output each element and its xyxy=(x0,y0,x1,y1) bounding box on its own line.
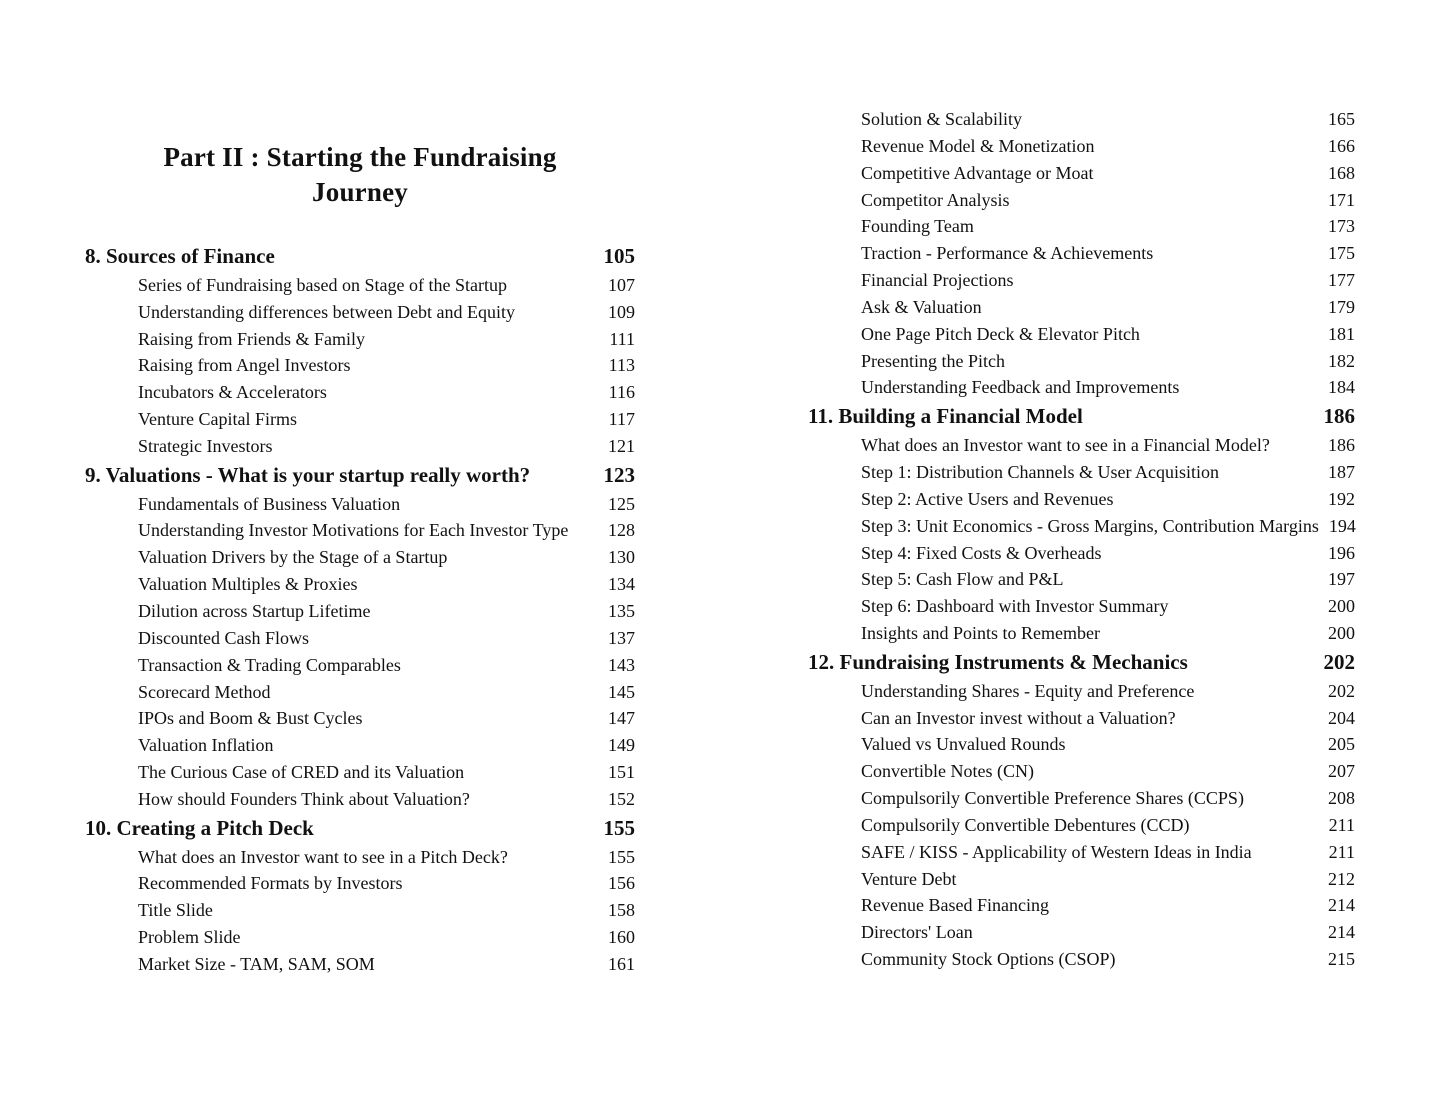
toc-entry-row xyxy=(85,679,635,706)
toc-entry-row xyxy=(808,785,1355,812)
toc-page-number: 105 xyxy=(603,244,635,268)
toc-page-number: 143 xyxy=(608,654,635,675)
toc-entry-row xyxy=(808,839,1355,866)
toc-entry-title: Discounted Cash Flows xyxy=(138,627,309,648)
toc-entry-title: Directors' Loan xyxy=(861,922,973,943)
toc-page-number: 128 xyxy=(608,520,635,541)
toc-entry-title: Step 6: Dashboard with Investor Summary xyxy=(861,596,1169,617)
toc-entry-title: Founding Team xyxy=(861,216,974,237)
toc-page-number: 207 xyxy=(1328,761,1355,782)
toc-page-number: 145 xyxy=(608,681,635,702)
toc-page-number: 173 xyxy=(1328,216,1355,237)
toc-entry-title: Competitive Advantage or Moat xyxy=(861,162,1094,183)
toc-entry-row xyxy=(808,946,1355,973)
toc-page-number: 161 xyxy=(608,953,635,974)
toc-entry-row xyxy=(808,513,1355,540)
toc-entry-title: Compulsorily Convertible Debentures (CCD) xyxy=(861,814,1190,835)
toc-page-number: 179 xyxy=(1328,296,1355,317)
toc-entry-row xyxy=(85,732,635,759)
toc-page-number: 165 xyxy=(1328,109,1355,129)
toc-entry-row xyxy=(808,348,1355,375)
toc-entry-row xyxy=(808,133,1355,160)
toc-entry-row xyxy=(85,299,635,326)
toc-entry-row xyxy=(808,294,1355,321)
toc-entry-row xyxy=(808,892,1355,919)
toc-entry-title: Valuation Multiples & Proxies xyxy=(138,574,358,595)
toc-right-column xyxy=(808,106,1355,973)
toc-page-number: 192 xyxy=(1328,488,1355,509)
toc-entry-row xyxy=(85,897,635,924)
toc-page-number: 205 xyxy=(1328,734,1355,755)
toc-entry-title: Venture Debt xyxy=(861,868,957,889)
toc-page-number: 111 xyxy=(609,328,635,349)
toc-page-number: 147 xyxy=(608,708,635,729)
toc-entry-title: How should Founders Think about Valuation? xyxy=(138,788,470,809)
toc-section-row xyxy=(808,649,1355,676)
toc-entry-row xyxy=(85,598,635,625)
toc-entry-title: Series of Fundraising based on Stage of the Startup xyxy=(138,274,507,295)
toc-entry-row xyxy=(85,759,635,786)
toc-entry-title: Valuation Drivers by the Stage of a Startup xyxy=(138,547,448,568)
toc-entry-row xyxy=(85,705,635,732)
toc-page-number: 215 xyxy=(1328,949,1355,970)
part-title-line1: Part II : Starting the Fundraising xyxy=(163,142,557,172)
toc-entry-title: IPOs and Boom & Bust Cycles xyxy=(138,708,363,729)
toc-entry-title: Revenue Model & Monetization xyxy=(861,135,1095,156)
toc-entry-title: Compulsorily Convertible Preference Shares (CCPS) xyxy=(861,788,1244,809)
toc-page-number: 151 xyxy=(608,762,635,783)
toc-entry-title: What does an Investor want to see in a Financial Model? xyxy=(861,435,1270,456)
toc-entry-title: Insights and Points to Remember xyxy=(861,623,1100,644)
toc-entry-row xyxy=(808,187,1355,214)
toc-page-number: 197 xyxy=(1328,569,1355,590)
toc-entry-row xyxy=(85,491,635,518)
toc-page-number: 204 xyxy=(1328,707,1355,728)
toc-entry-row xyxy=(808,240,1355,267)
toc-entry-title: Understanding Feedback and Improvements xyxy=(861,377,1180,398)
toc-entry-row xyxy=(85,951,635,978)
toc-page-number: 186 xyxy=(1323,404,1355,429)
toc-entry-title: Valued vs Unvalued Rounds xyxy=(861,734,1066,755)
toc-section-title: 9. Valuations - What is your startup really worth? xyxy=(85,462,531,487)
toc-entry-row xyxy=(808,678,1355,705)
toc-page-number: 152 xyxy=(608,788,635,809)
toc-section-title: 11. Building a Financial Model xyxy=(808,404,1083,429)
toc-page-number: 177 xyxy=(1328,270,1355,291)
toc-entry-title: Understanding differences between Debt and Equity xyxy=(138,301,516,322)
toc-entry-row xyxy=(808,486,1355,513)
toc-entry-title: Step 5: Cash Flow and P&L xyxy=(861,569,1064,590)
toc-entry-title: Market Size - TAM, SAM, SOM xyxy=(138,953,375,974)
toc-page-number: 175 xyxy=(1328,243,1355,264)
toc-page-number: 182 xyxy=(1328,350,1355,371)
toc-entry-row xyxy=(85,272,635,299)
toc-page-number: 107 xyxy=(608,274,635,295)
toc-page-number: 125 xyxy=(608,493,635,514)
toc-entry-row xyxy=(85,326,635,353)
toc-entry-title: Step 1: Distribution Channels & User Acquisition xyxy=(861,461,1219,482)
toc-entry-row xyxy=(808,705,1355,732)
toc-entry-row xyxy=(85,870,635,897)
toc-entry-row xyxy=(808,321,1355,348)
toc-page-number: 214 xyxy=(1328,895,1355,916)
toc-entry-row xyxy=(85,652,635,679)
toc-entry-title: Revenue Based Financing xyxy=(861,895,1049,916)
toc-entry-title: Competitor Analysis xyxy=(861,189,1010,210)
toc-section-row xyxy=(85,243,635,270)
toc-page-number: 156 xyxy=(608,873,635,894)
toc-entry-title: Presenting the Pitch xyxy=(861,350,1005,371)
toc-entry-row xyxy=(808,812,1355,839)
toc-page-number: 158 xyxy=(608,900,635,921)
toc-entry-row xyxy=(808,267,1355,294)
toc-entry-title: What does an Investor want to see in a Pitch Deck? xyxy=(138,846,508,867)
toc-entry-row xyxy=(85,433,635,460)
toc-page-number: 130 xyxy=(608,547,635,568)
toc-page-number: 200 xyxy=(1328,596,1355,617)
toc-entry-title: Step 4: Fixed Costs & Overheads xyxy=(861,542,1102,563)
toc-section-row xyxy=(85,462,635,489)
toc-page-number: 123 xyxy=(603,462,635,487)
toc-entry-row xyxy=(808,106,1355,133)
toc-page-number: 134 xyxy=(608,574,635,595)
toc-entry-row xyxy=(808,160,1355,187)
toc-entry-title: Valuation Inflation xyxy=(138,735,274,756)
toc-entry-title: Strategic Investors xyxy=(138,435,273,456)
toc-entry-title: Fundamentals of Business Valuation xyxy=(138,493,401,514)
toc-page-number: 160 xyxy=(608,927,635,948)
toc-section-title: 12. Fundraising Instruments & Mechanics xyxy=(808,649,1188,674)
toc-section-row xyxy=(808,403,1355,430)
toc-entry-title: Scorecard Method xyxy=(138,681,271,702)
toc-page-number: 116 xyxy=(608,382,635,403)
toc-entry-row xyxy=(808,866,1355,893)
toc-entry-row xyxy=(85,544,635,571)
toc-entry-title: Ask & Valuation xyxy=(861,296,982,317)
toc-entry-title: Venture Capital Firms xyxy=(138,409,297,430)
toc-section-title: 10. Creating a Pitch Deck xyxy=(85,815,314,840)
toc-entry-title: Can an Investor invest without a Valuation? xyxy=(861,707,1176,728)
toc-page-number: 117 xyxy=(608,409,635,430)
toc-page-number: 113 xyxy=(608,355,635,376)
toc-page-number: 149 xyxy=(608,735,635,756)
toc-page-number: 202 xyxy=(1328,680,1355,701)
toc-page-number: 211 xyxy=(1328,841,1355,862)
toc-page-number: 214 xyxy=(1328,922,1355,943)
toc-entry-title: Incubators & Accelerators xyxy=(138,382,327,403)
toc-page-number: 137 xyxy=(608,627,635,648)
toc-entry-row xyxy=(85,924,635,951)
toc-page-number: 194 xyxy=(1328,515,1356,536)
toc-entry-row xyxy=(85,844,635,871)
toc-entry-title: Title Slide xyxy=(138,900,213,921)
toc-entry-row xyxy=(808,566,1355,593)
part-title-line2: Journey xyxy=(312,177,408,207)
toc-entry-row xyxy=(85,571,635,598)
toc-entry-title: Step 2: Active Users and Revenues xyxy=(861,488,1114,509)
part-title xyxy=(85,140,635,210)
toc-entry-title: SAFE / KISS - Applicability of Western Ideas in India xyxy=(861,841,1252,862)
toc-entry-row xyxy=(808,919,1355,946)
toc-entry-row xyxy=(85,625,635,652)
toc-entry-title: Convertible Notes (CN) xyxy=(861,761,1034,782)
toc-page-number: 187 xyxy=(1328,461,1355,482)
toc-entry-title: Financial Projections xyxy=(861,270,1014,291)
toc-entry-row xyxy=(85,379,635,406)
toc-entry-title: Problem Slide xyxy=(138,927,241,948)
toc-section-row xyxy=(85,815,635,842)
toc-page-number: 121 xyxy=(608,435,635,456)
toc-entry-title: Traction - Performance & Achievements xyxy=(861,243,1154,264)
toc-page-number: 168 xyxy=(1328,162,1355,183)
toc-entry-title: Raising from Friends & Family xyxy=(138,328,365,349)
toc-entry-row xyxy=(808,459,1355,486)
toc-section-title: 8. Sources of Finance xyxy=(85,244,275,268)
toc-page-number: 202 xyxy=(1323,649,1355,674)
toc-entry-title: Understanding Shares - Equity and Preference xyxy=(861,680,1195,701)
toc-page-number: 171 xyxy=(1328,189,1355,210)
toc-page-number: 196 xyxy=(1328,542,1355,563)
toc-page-number: 135 xyxy=(608,600,635,621)
toc-page-number: 181 xyxy=(1328,323,1355,344)
toc-entry-title: Solution & Scalability xyxy=(861,109,1022,129)
toc-entry-row xyxy=(808,620,1355,647)
toc-entry-title: Transaction & Trading Comparables xyxy=(138,654,401,675)
toc-entry-title: Recommended Formats by Investors xyxy=(138,873,403,894)
toc-entry-title: Dilution across Startup Lifetime xyxy=(138,600,371,621)
toc-entry-title: One Page Pitch Deck & Elevator Pitch xyxy=(861,323,1140,344)
toc-page-number: 155 xyxy=(603,815,635,840)
toc-entry-row xyxy=(808,213,1355,240)
toc-entry-row xyxy=(85,786,635,813)
toc-entry-title: The Curious Case of CRED and its Valuation xyxy=(138,762,465,783)
toc-entry-row xyxy=(808,432,1355,459)
toc-page-number: 211 xyxy=(1328,814,1355,835)
toc-page-number: 186 xyxy=(1328,435,1355,456)
toc-page-number: 212 xyxy=(1328,868,1355,889)
toc-entry-row xyxy=(808,758,1355,785)
toc-page-number: 109 xyxy=(608,301,635,322)
toc-entry-row xyxy=(808,593,1355,620)
toc-entry-title: Step 3: Unit Economics - Gross Margins, Contribution Margins xyxy=(861,515,1319,536)
toc-entry-row xyxy=(85,352,635,379)
toc-entry-title: Raising from Angel Investors xyxy=(138,355,351,376)
toc-page-number: 155 xyxy=(608,846,635,867)
toc-entry-title: Community Stock Options (CSOP) xyxy=(861,949,1116,970)
toc-entry-row xyxy=(808,731,1355,758)
toc-entry-row xyxy=(808,374,1355,401)
toc-entry-row xyxy=(808,540,1355,567)
toc-page-number: 184 xyxy=(1328,377,1355,398)
toc-left-column xyxy=(85,241,635,978)
toc-page-number: 166 xyxy=(1328,135,1355,156)
toc-page-number: 200 xyxy=(1328,623,1355,644)
toc-entry-row xyxy=(85,517,635,544)
toc-entry-title: Understanding Investor Motivations for Each Investor Type xyxy=(138,520,569,541)
toc-entry-row xyxy=(85,406,635,433)
toc-page-number: 208 xyxy=(1328,788,1355,809)
